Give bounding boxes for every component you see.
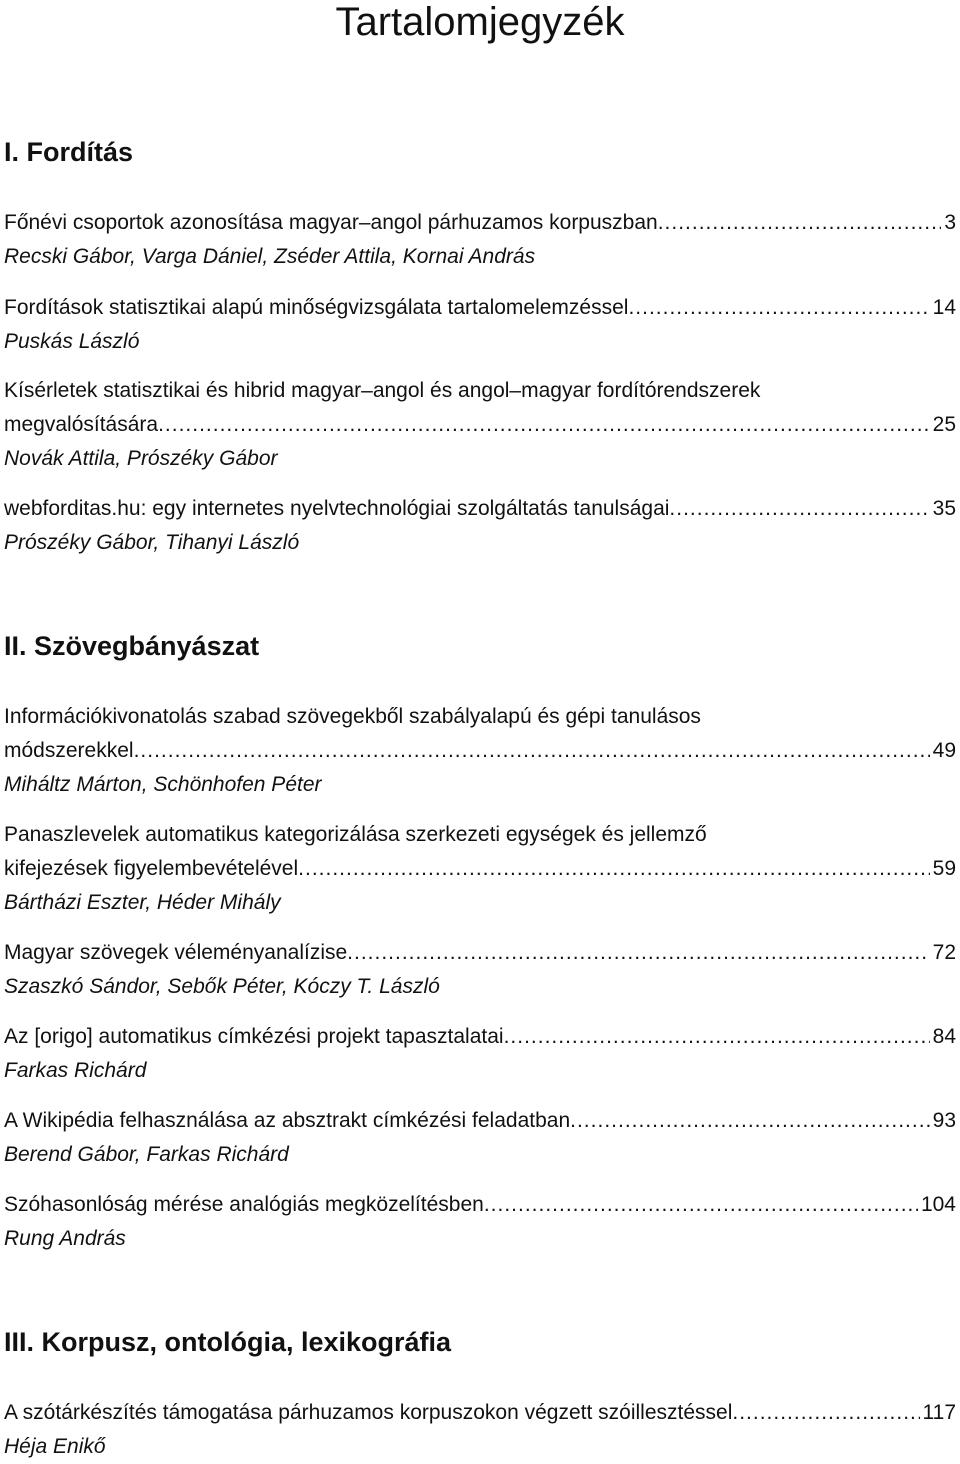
entry-authors: Prószéky Gábor, Tihanyi László [4, 531, 300, 554]
dot-leader [669, 492, 929, 526]
entry-authors: Recski Gábor, Varga Dániel, Zséder Attila, Kornai András [4, 245, 536, 268]
entry-title: Fordítások statisztikai alapú minőségvizsgálata tartalomelemzéssel [4, 296, 629, 319]
entry-page-number: 72 [932, 941, 956, 964]
entry-title: A Wikipédia felhasználása az absztrakt címkézési feladatban [4, 1109, 571, 1132]
dot-leader [628, 291, 929, 325]
entry-authors: Bártházi Eszter, Héder Mihály [4, 891, 281, 914]
toc-entry[interactable] [4, 206, 956, 274]
entry-title-line [4, 291, 956, 325]
entry-title-first-line: Kísérletek statisztikai és hibrid magyar–angol és angol–magyar fordítórendszerek [4, 379, 761, 402]
page-title: Tartalomjegyzék [335, 0, 625, 44]
entry-title-line [4, 206, 956, 240]
entry-page-number: 84 [932, 1025, 956, 1048]
dot-leader [347, 936, 929, 970]
entry-title-line [4, 852, 956, 886]
toc-entry[interactable] [4, 1104, 956, 1172]
toc-entry[interactable] [4, 818, 956, 920]
entry-title-line [4, 734, 956, 768]
entry-title: Magyar szövegek véleményanalízise [4, 941, 348, 964]
entry-authors: Héja Enikő [4, 1435, 106, 1458]
entry-page-number: 93 [932, 1109, 956, 1132]
toc-entry[interactable] [4, 291, 956, 359]
entry-authors: Puskás László [4, 330, 140, 353]
dot-leader [484, 1188, 918, 1222]
entry-title: A szótárkészítés támogatása párhuzamos korpuszokon végzett szóillesztéssel [4, 1401, 733, 1424]
entry-authors: Farkas Richárd [4, 1059, 147, 1082]
toc-entry[interactable] [4, 1396, 956, 1464]
dot-leader [134, 734, 930, 768]
entry-page-number: 49 [932, 739, 956, 762]
entry-authors: Novák Attila, Prószéky Gábor [4, 447, 278, 470]
entry-title: kifejezések figyelembevételével [4, 857, 299, 880]
dot-leader [658, 206, 942, 240]
entry-title: módszerekkel [4, 739, 134, 762]
section-heading-forditas: I. Fordítás [4, 137, 134, 167]
dot-leader [732, 1396, 919, 1430]
entry-authors: Miháltz Márton, Schönhofen Péter [4, 773, 322, 796]
dot-leader [570, 1104, 930, 1138]
entry-title: Szóhasonlóság mérése analógiás megközelítésben [4, 1193, 484, 1216]
entry-title: megvalósítására [4, 413, 159, 436]
entry-title-line [4, 492, 956, 526]
entry-page-number: 117 [922, 1401, 956, 1424]
entry-page-number: 59 [932, 857, 956, 880]
section-heading-szovegbanyaszat: II. Szövegbányászat [4, 631, 260, 661]
entry-authors: Szaszkó Sándor, Sebők Péter, Kóczy T. László [4, 975, 440, 998]
dot-leader [158, 408, 930, 442]
entry-title-line [4, 1020, 956, 1054]
toc-entry[interactable] [4, 700, 956, 802]
entry-title: webforditas.hu: egy internetes nyelvtechnológiai szolgáltatás tanulságai [4, 497, 670, 520]
toc-entry[interactable] [4, 374, 956, 476]
toc-entry[interactable] [4, 1020, 956, 1088]
entry-title-line [4, 936, 956, 970]
entry-page-number: 25 [932, 413, 956, 436]
entry-title-first-line: Információkivonatolás szabad szövegekből szabályalapú és gépi tanulásos [4, 705, 701, 728]
entry-title-first-line: Panaszlevelek automatikus kategorizálása szerkezeti egységek és jellemző [4, 823, 707, 846]
section-heading-korpusz: III. Korpusz, ontológia, lexikográfia [4, 1327, 452, 1357]
entry-title-line [4, 408, 956, 442]
entry-title-line [4, 1104, 956, 1138]
entry-title: Főnévi csoportok azonosítása magyar–angol párhuzamos korpuszban [4, 211, 658, 234]
entry-authors: Berend Gábor, Farkas Richárd [4, 1143, 289, 1166]
entry-title: Az [origo] automatikus címkézési projekt tapasztalatai [4, 1025, 504, 1048]
entry-page-number: 14 [932, 296, 956, 319]
toc-entry[interactable] [4, 1188, 956, 1256]
dot-leader [504, 1020, 930, 1054]
dot-leader [298, 852, 929, 886]
entry-page-number: 3 [944, 211, 956, 234]
entry-page-number: 104 [920, 1193, 956, 1216]
entry-authors: Rung András [4, 1227, 126, 1250]
entry-title-line [4, 1188, 956, 1222]
entry-title-line [4, 1396, 956, 1430]
toc-entry[interactable] [4, 492, 956, 560]
toc-entry[interactable] [4, 936, 956, 1004]
entry-page-number: 35 [932, 497, 956, 520]
